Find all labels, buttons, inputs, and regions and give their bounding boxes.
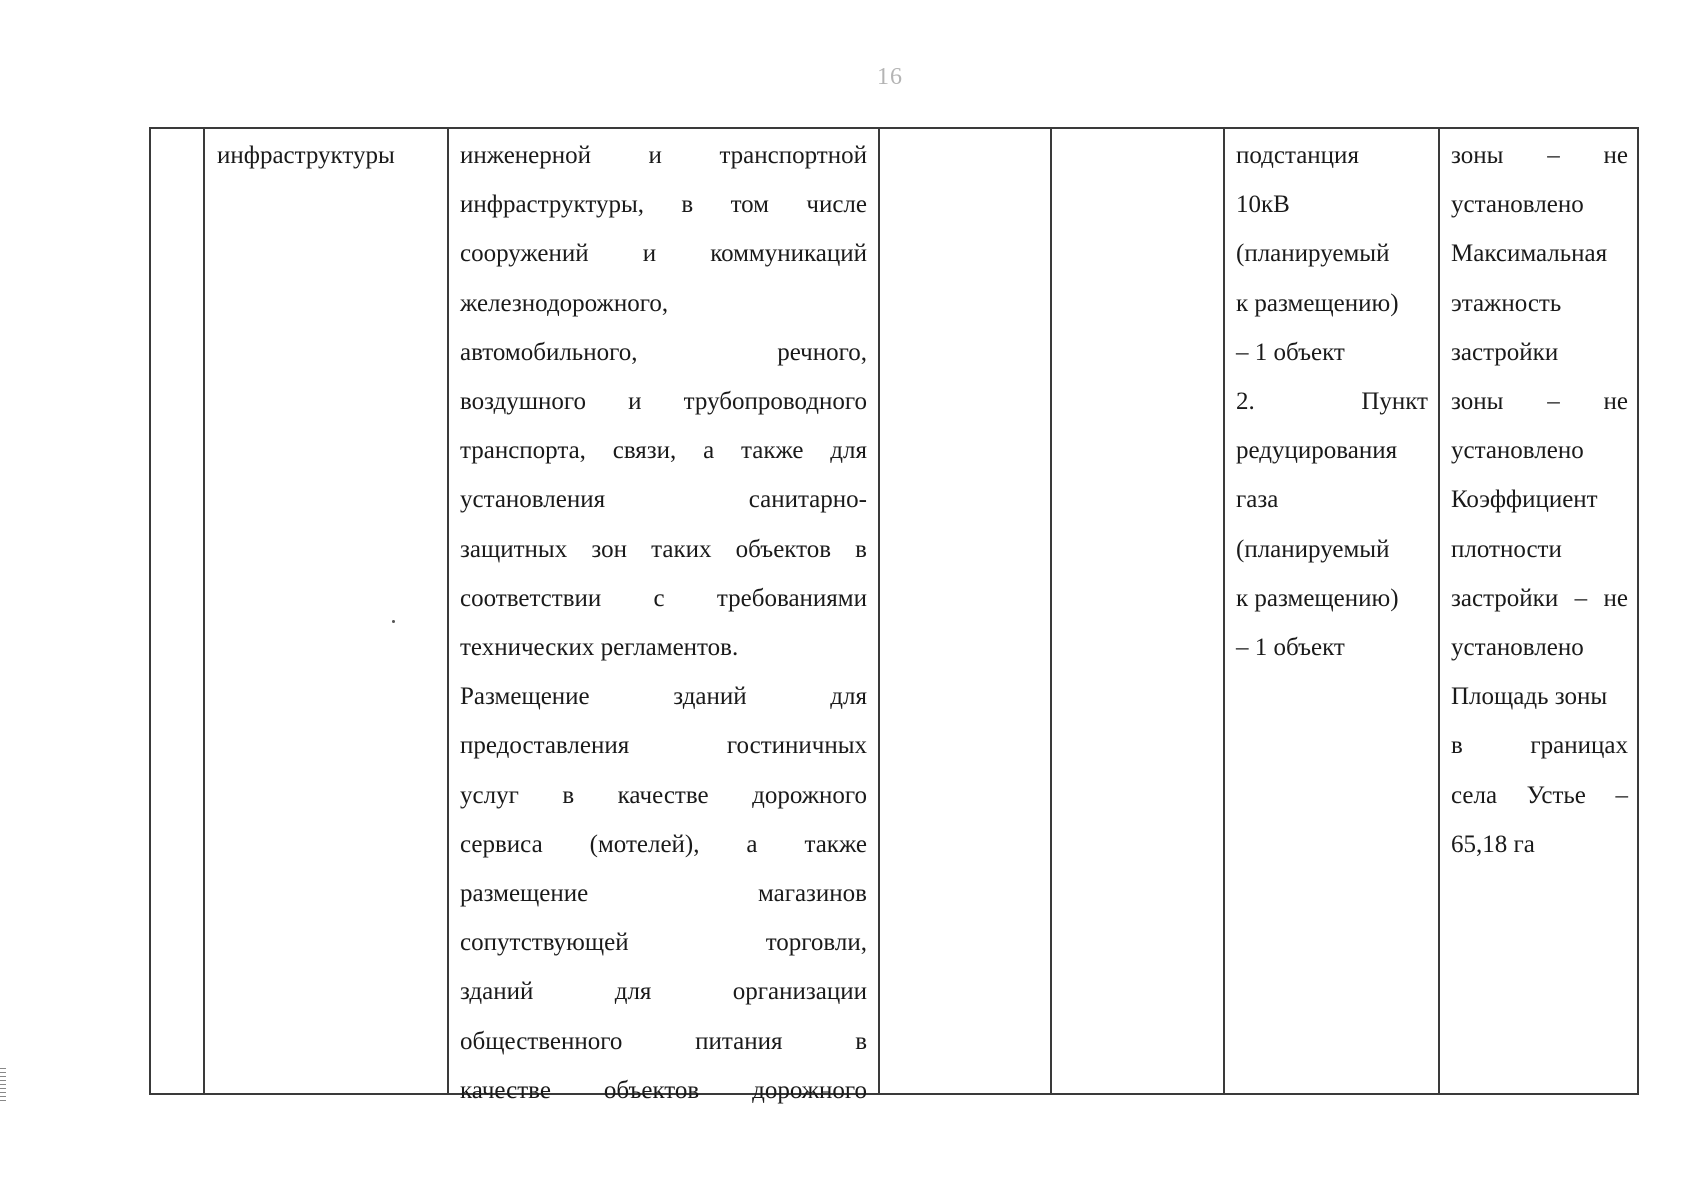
permitted-use-line: защитных зон таких объектов в	[460, 535, 867, 563]
parameters-line: застройки	[1451, 338, 1559, 366]
parameters-line: этажность	[1451, 289, 1562, 317]
scan-speck	[392, 620, 395, 623]
parameters-line: застройки – не	[1451, 584, 1628, 612]
parameters-line: установлено	[1451, 437, 1584, 465]
planned-objects-line: (планируемый	[1236, 240, 1390, 268]
permitted-use-line: транспорта, связи, а также для	[460, 437, 867, 465]
permitted-use-line: Размещение зданий для	[460, 683, 867, 711]
permitted-use-line: автомобильного, речного,	[460, 338, 867, 366]
permitted-use-line: инфраструктуры, в том числе	[460, 191, 867, 219]
permitted-use-line: соответствии с требованиями	[460, 584, 867, 612]
permitted-use-line: размещение магазинов	[460, 880, 867, 908]
permitted-use-line: технических регламентов.	[460, 634, 739, 662]
planned-objects-cell	[1236, 131, 1428, 672]
planned-objects-line: (планируемый	[1236, 535, 1390, 563]
zone-name-line: инфраструктуры	[217, 142, 395, 169]
parameters-line: Коэффициент	[1451, 486, 1598, 514]
permitted-use-line: железнодорожного,	[460, 289, 669, 317]
parameters-line: в границах	[1451, 732, 1628, 760]
permitted-use-line: инженерной и транспортной	[460, 142, 867, 169]
parameters-line: установлено	[1451, 191, 1584, 219]
parameters-line: зоны – не	[1451, 388, 1628, 416]
planned-objects-line: редуцирования	[1236, 437, 1398, 465]
table-column-zone-name	[205, 129, 449, 1093]
page-number: 16	[877, 64, 903, 90]
table-column-parameters	[1440, 129, 1639, 1093]
binding-margin-marks	[0, 1068, 6, 1102]
parameters-line: 65,18 га	[1451, 830, 1535, 858]
permitted-use-line: сооружений и коммуникаций	[460, 240, 867, 268]
table-column-empty-1	[880, 129, 1052, 1093]
permitted-use-line: установления санитарно-	[460, 486, 867, 514]
permitted-use-line: воздушного и трубопроводного	[460, 388, 867, 416]
parameters-line: Площадь зоны	[1451, 683, 1608, 711]
planned-objects-line: газа	[1236, 486, 1279, 514]
permitted-use-line: качестве объектов дорожного	[460, 1076, 867, 1104]
planned-objects-line: 10кВ	[1236, 191, 1290, 219]
planned-objects-line: подстанция	[1236, 142, 1359, 169]
zone-name-cell	[217, 131, 437, 180]
permitted-use-line: сервиса (мотелей), а также	[460, 830, 867, 858]
planned-objects-line: – 1 объект	[1236, 634, 1345, 662]
parameters-line: Максимальная	[1451, 240, 1608, 268]
permitted-use-line: зданий для организации	[460, 978, 867, 1006]
permitted-use-line: общественного питания в	[460, 1027, 867, 1055]
planned-objects-line: 2. Пункт	[1236, 388, 1428, 416]
parameters-line: плотности	[1451, 535, 1562, 563]
permitted-use-line: сопутствующей торговли,	[460, 929, 867, 957]
permitted-use-line: услуг в качестве дорожного	[460, 781, 867, 809]
parameters-line: установлено	[1451, 634, 1584, 662]
parameters-cell	[1451, 131, 1628, 869]
planned-objects-line: к размещению)	[1236, 584, 1399, 612]
permitted-use-line: предоставления гостиничных	[460, 732, 867, 760]
table-column-empty-2	[1052, 129, 1225, 1093]
permitted-use-cell	[460, 131, 867, 1115]
table-column-permitted-use	[449, 129, 880, 1104]
table-column-number	[151, 129, 205, 1093]
planned-objects-line: к размещению)	[1236, 289, 1399, 317]
planned-objects-line: – 1 объект	[1236, 338, 1345, 366]
parameters-line: села Устье –	[1451, 781, 1628, 809]
parameters-line: зоны – не	[1451, 142, 1628, 169]
zoning-table	[149, 127, 1639, 1104]
table-column-planned-objects	[1225, 129, 1440, 1093]
